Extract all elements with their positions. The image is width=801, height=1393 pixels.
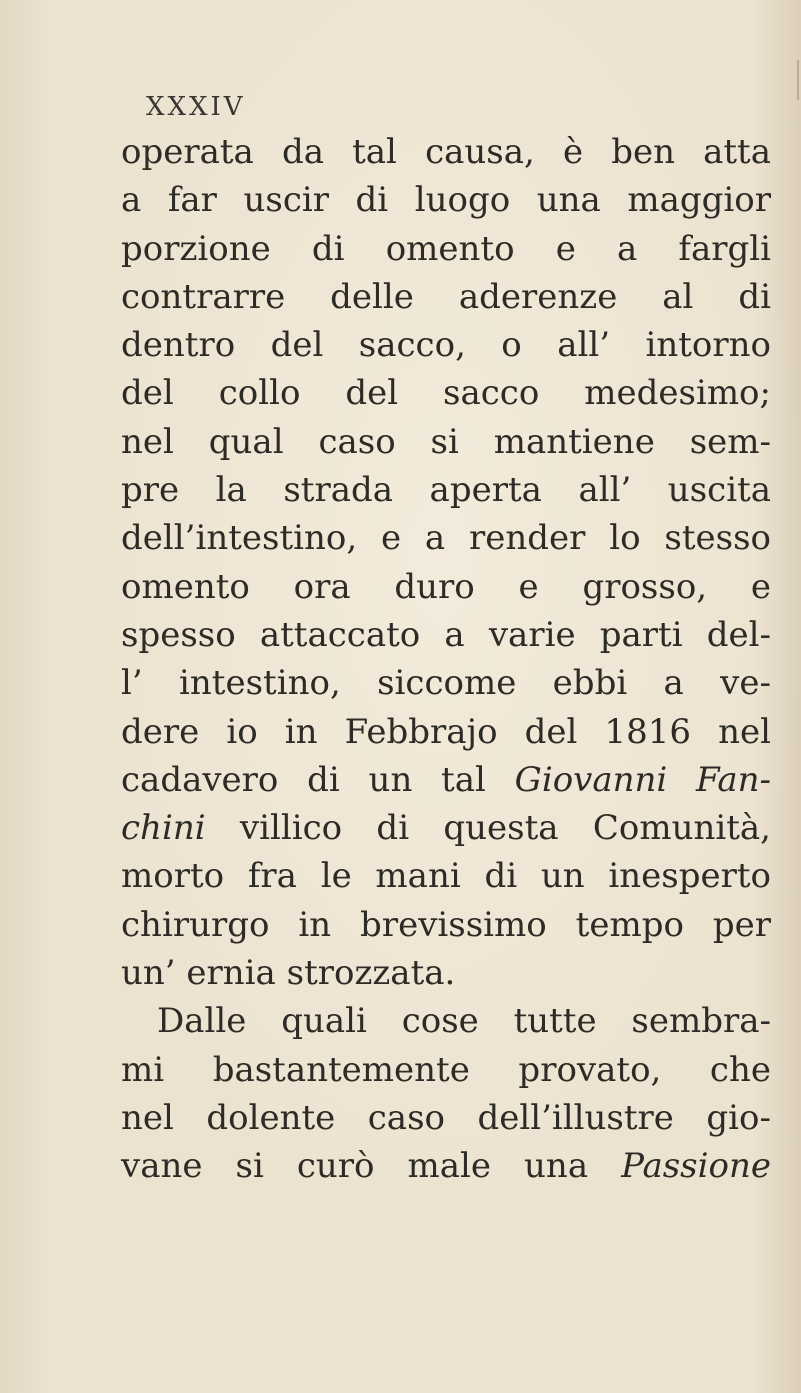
text-line — [121, 225, 771, 273]
text-segment: dere io in Febbrajo del 1816 nel — [121, 711, 771, 752]
italic-name-segment: Passione — [621, 1146, 771, 1187]
body-text — [121, 128, 771, 1191]
text-line — [121, 321, 771, 369]
italic-name-segment: chini — [121, 808, 206, 849]
text-line — [121, 901, 771, 949]
text-line — [121, 1142, 771, 1190]
text-line — [121, 997, 771, 1045]
text-segment: vane si curò male una — [121, 1146, 622, 1187]
text-line — [121, 563, 771, 611]
text-segment: villico di questa Comunità, — [205, 808, 771, 849]
page-number: XXXIV — [146, 92, 246, 122]
text-line — [121, 176, 771, 224]
text-segment: nel qual caso si mantiene sem- — [121, 421, 771, 462]
text-line — [121, 514, 771, 562]
text-line — [121, 611, 771, 659]
text-segment: dentro del sacco, o all’ intorno — [121, 325, 771, 366]
text-line — [121, 273, 771, 321]
text-line — [121, 708, 771, 756]
italic-name-segment: Giovanni Fan- — [514, 759, 771, 800]
text-segment: Dalle quali cose tutte sembra- — [157, 1001, 771, 1042]
text-segment: mi bastantemente provato, che — [121, 1049, 771, 1090]
text-segment: contrarre delle aderenze al di — [121, 276, 771, 317]
text-line — [121, 369, 771, 417]
text-line — [121, 659, 771, 707]
text-segment: a far uscir di luogo una maggior — [121, 180, 771, 221]
text-line — [121, 852, 771, 900]
text-line — [121, 804, 771, 852]
text-segment: nel dolente caso dell’illustre gio- — [121, 1097, 771, 1138]
text-segment: spesso attaccato a varie parti del- — [121, 614, 771, 655]
text-segment: pre la strada aperta all’ uscita — [121, 470, 771, 511]
page-edge-shadow — [797, 60, 799, 100]
text-line — [121, 1046, 771, 1094]
text-line — [121, 949, 771, 997]
text-segment: morto fra le mani di un inesperto — [121, 856, 771, 897]
text-segment: dell’intestino, e a render lo stesso — [121, 518, 771, 559]
text-segment: del collo del sacco medesimo; — [121, 373, 771, 414]
text-segment: l’ intestino, siccome ebbi a ve- — [121, 663, 771, 704]
text-segment: omento ora duro e grosso, e — [121, 566, 771, 607]
text-line — [121, 466, 771, 514]
text-segment: porzione di omento e a fargli — [121, 228, 771, 269]
text-line — [121, 418, 771, 466]
text-line — [121, 756, 771, 804]
text-line — [121, 128, 771, 176]
text-line — [121, 1094, 771, 1142]
text-segment: un’ ernia strozzata. — [121, 953, 456, 994]
text-segment: operata da tal causa, è ben atta — [121, 132, 771, 172]
text-segment: cadavero di un tal — [121, 759, 515, 800]
text-segment: chirurgo in brevissimo tempo per — [121, 904, 771, 945]
